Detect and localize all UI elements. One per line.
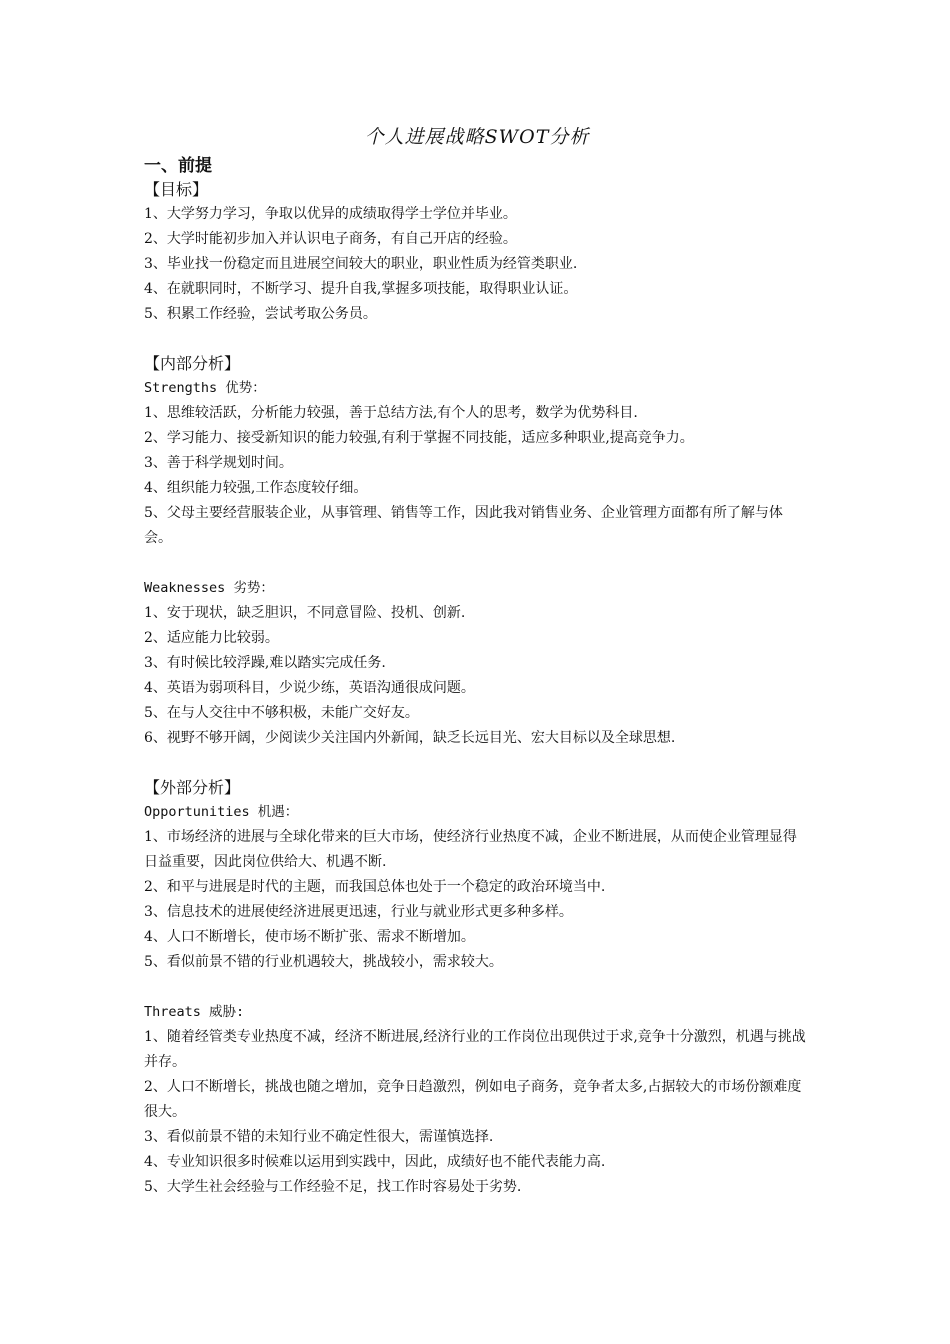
weaknesses-label: Weaknesses 劣势： (144, 580, 274, 596)
list-item: 3、善于科学规划时间。 (144, 455, 293, 471)
list-item: 4、英语为弱项科目，少说少练，英语沟通很成问题。 (144, 680, 475, 696)
opportunities-label: Opportunities 机遇： (144, 804, 299, 820)
list-item: 6、视野不够开阔，少阅读少关注国内外新闻，缺乏长远目光、宏大目标以及全球思想. (144, 730, 676, 746)
weaknesses-list (144, 601, 810, 751)
list-item: 1、随着经管类专业热度不减，经济不断进展,经济行业的工作岗位出现供过于求,竞争十分激烈，机遇与挑战并存。 (144, 1029, 806, 1070)
external-analysis-heading: 【外部分析】 (144, 778, 241, 797)
list-item: 2、适应能力比较弱。 (144, 630, 279, 646)
threats-label: Threats 威胁: (144, 1004, 245, 1020)
strengths-label: Strengths 优势： (144, 380, 266, 396)
list-item: 1、思维较活跃，分析能力较强，善于总结方法,有个人的思考，数学为优势科目. (144, 405, 638, 421)
spacer (144, 975, 810, 1000)
goal-heading: 【目标】 (144, 180, 209, 199)
list-item: 4、专业知识很多时候难以运用到实践中，因此，成绩好也不能代表能力高. (144, 1154, 606, 1170)
spacer (144, 327, 810, 352)
strengths-list (144, 401, 810, 551)
list-item: 2、人口不断增长，挑战也随之增加，竞争日趋激烈，例如电子商务，竞争者太多,占据较大的市场份额难度很大。 (144, 1079, 802, 1120)
list-item: 3、毕业找一份稳定而且进展空间较大的职业，职业性质为经管类职业. (144, 256, 578, 272)
goal-list (144, 202, 810, 327)
internal-analysis-heading: 【内部分析】 (144, 354, 241, 373)
list-item: 3、看似前景不错的未知行业不确定性很大，需谨慎选择. (144, 1129, 494, 1145)
list-item: 1、大学努力学习，争取以优异的成绩取得学士学位并毕业。 (144, 206, 517, 222)
list-item: 5、大学生社会经验与工作经验不足，找工作时容易处于劣势. (144, 1179, 522, 1195)
list-item: 1、市场经济的进展与全球化带来的巨大市场，使经济行业热度不减，企业不断进展，从而使企业管理显得日益重要，因此岗位供给大、机遇不断. (144, 829, 797, 870)
list-item: 4、人口不断增长，使市场不断扩张、需求不断增加。 (144, 929, 475, 945)
section-premise-heading: 一、前提 (144, 156, 212, 176)
list-item: 2、和平与进展是时代的主题，而我国总体也处于一个稳定的政治环境当中. (144, 879, 606, 895)
list-item: 1、安于现状，缺乏胆识，不同意冒险、投机、创新. (144, 605, 466, 621)
list-item: 3、有时候比较浮躁,难以踏实完成任务. (144, 655, 386, 671)
list-item: 5、积累工作经验，尝试考取公务员。 (144, 306, 377, 322)
threats-list (144, 1025, 810, 1200)
list-item: 2、学习能力、接受新知识的能力较强,有利于掌握不同技能，适应多种职业,提高竞争力。 (144, 430, 694, 446)
spacer (144, 751, 810, 776)
page-title: 个人进展战略SWOT分析 (364, 126, 590, 148)
list-item: 3、信息技术的进展使经济进展更迅速，行业与就业形式更多种多样。 (144, 904, 573, 920)
list-item: 2、大学时能初步加入并认识电子商务，有自己开店的经验。 (144, 231, 517, 247)
opportunities-list (144, 825, 810, 975)
list-item: 5、看似前景不错的行业机遇较大，挑战较小，需求较大。 (144, 954, 503, 970)
list-item: 4、组织能力较强,工作态度较仔细。 (144, 480, 368, 496)
spacer (144, 551, 810, 576)
list-item: 4、在就职同时，不断学习、提升自我,掌握多项技能，取得职业认证。 (144, 281, 578, 297)
list-item: 5、父母主要经营服装企业，从事管理、销售等工作，因此我对销售业务、企业管理方面都有所了解与体会。 (144, 505, 783, 546)
list-item: 5、在与人交往中不够积极，未能广交好友。 (144, 705, 419, 721)
